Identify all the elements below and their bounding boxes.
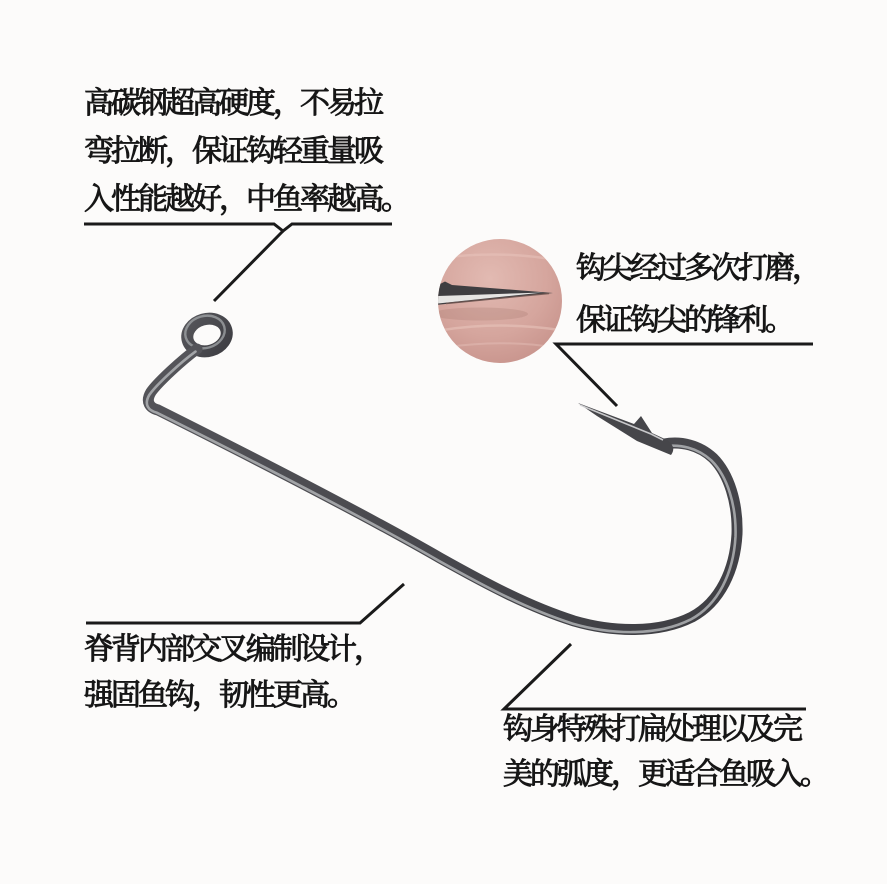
annotation-bend-shape — [503, 707, 827, 797]
annotation-line: 强固鱼钩，韧性更高。 — [84, 678, 354, 713]
leader-line-to-eye — [214, 231, 283, 301]
annotation-line: 弯拉断，保证钩轻重量吸 — [84, 134, 381, 169]
annotation-line: 保证钩尖的锋利。 — [576, 303, 792, 338]
annotation-hook-strength — [84, 80, 408, 224]
leader-line-to-shank — [86, 584, 404, 623]
needle-shadow — [432, 308, 528, 321]
underline-top-left — [84, 224, 392, 231]
annotation-line: 美的弧度，更适合鱼吸入。 — [503, 757, 827, 792]
hook-wire-highlight — [147, 352, 736, 633]
annotation-shank-design — [84, 627, 381, 719]
leader-line-to-bend — [504, 644, 806, 709]
annotation-line: 脊背内部交叉编制设计， — [84, 632, 381, 667]
leader-line-to-point — [556, 344, 813, 406]
annotation-line: 钩尖经过多次打磨， — [576, 251, 819, 286]
hook-shank-and-bend — [148, 349, 737, 630]
annotation-line: 钩身特殊打扁处理以及完 — [503, 712, 800, 747]
hook-point-closeup-photo — [432, 239, 562, 363]
fishing-hook — [147, 311, 737, 632]
annotation-line: 高碳钢超高硬度，不易拉 — [84, 86, 381, 121]
annotation-line: 入性能越好，中鱼率越高。 — [84, 182, 408, 217]
annotation-point-sharpness — [576, 243, 819, 347]
